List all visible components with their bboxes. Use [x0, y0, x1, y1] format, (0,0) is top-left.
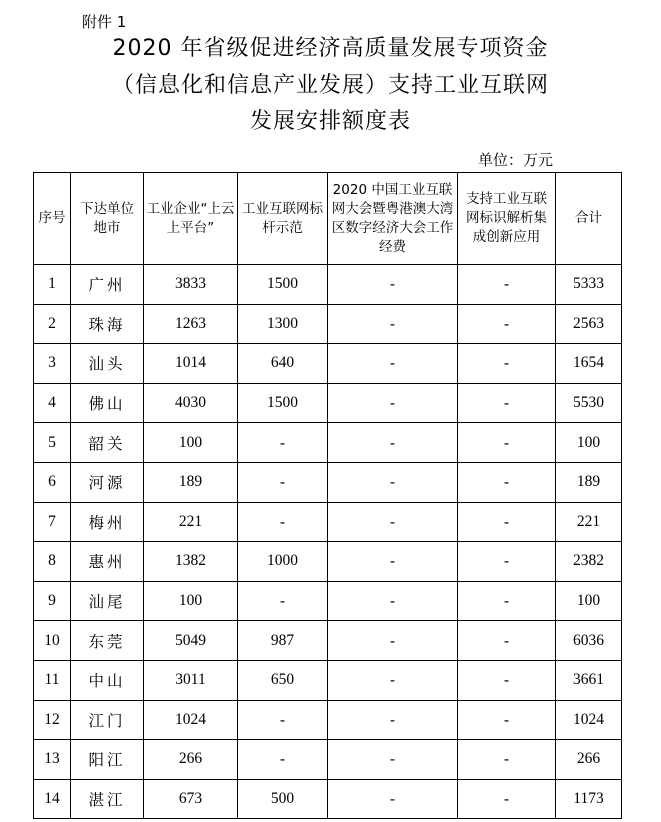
table-row: [34, 542, 622, 582]
city-name: 惠州: [71, 542, 144, 582]
table-row: [34, 265, 622, 305]
cloud-platform-amount: 1382: [144, 542, 238, 582]
benchmark-amount: 1300: [238, 304, 328, 344]
benchmark-amount: -: [238, 502, 328, 542]
row-index: 13: [34, 740, 71, 780]
row-index: 11: [34, 660, 71, 700]
conference-amount: -: [328, 383, 458, 423]
conference-amount: -: [328, 621, 458, 661]
city-name: 广州: [71, 265, 144, 305]
table-row: [34, 304, 622, 344]
identifier-amount: -: [458, 265, 556, 305]
row-index: 14: [34, 779, 71, 819]
cloud-platform-amount: 1024: [144, 700, 238, 740]
conference-amount: -: [328, 265, 458, 305]
identifier-amount: -: [458, 462, 556, 502]
benchmark-amount: -: [238, 740, 328, 780]
conference-amount: -: [328, 700, 458, 740]
conference-amount: -: [328, 502, 458, 542]
header-identifier-resolution: 支持工业互联网标识解析集成创新应用: [458, 173, 556, 265]
identifier-amount: -: [458, 423, 556, 463]
cloud-platform-amount: 3833: [144, 265, 238, 305]
conference-amount: -: [328, 304, 458, 344]
table-row: [34, 423, 622, 463]
conference-amount: -: [328, 660, 458, 700]
cloud-platform-amount: 266: [144, 740, 238, 780]
row-index: 8: [34, 542, 71, 582]
identifier-amount: -: [458, 779, 556, 819]
city-name: 佛山: [71, 383, 144, 423]
conference-amount: -: [328, 423, 458, 463]
cloud-platform-amount: 5049: [144, 621, 238, 661]
header-index: 序号: [34, 173, 71, 265]
header-cloud-platform: 工业企业“上云上平台”: [144, 173, 238, 265]
table-row: [34, 621, 622, 661]
table-header-row: [34, 173, 622, 265]
city-name: 湛江: [71, 779, 144, 819]
total-amount: 2382: [556, 542, 622, 582]
total-amount: 2563: [556, 304, 622, 344]
total-amount: 6036: [556, 621, 622, 661]
city-name: 中山: [71, 660, 144, 700]
conference-amount: -: [328, 740, 458, 780]
benchmark-amount: 650: [238, 660, 328, 700]
city-name: 汕尾: [71, 581, 144, 621]
row-index: 4: [34, 383, 71, 423]
city-name: 东莞: [71, 621, 144, 661]
total-amount: 1654: [556, 344, 622, 384]
total-amount: 100: [556, 581, 622, 621]
total-amount: 266: [556, 740, 622, 780]
benchmark-amount: -: [238, 423, 328, 463]
city-name: 江门: [71, 700, 144, 740]
city-name: 阳江: [71, 740, 144, 780]
cloud-platform-amount: 100: [144, 423, 238, 463]
cloud-platform-amount: 221: [144, 502, 238, 542]
identifier-amount: -: [458, 700, 556, 740]
row-index: 7: [34, 502, 71, 542]
header-benchmark-demo: 工业互联网标杆示范: [238, 173, 328, 265]
cloud-platform-amount: 189: [144, 462, 238, 502]
conference-amount: -: [328, 581, 458, 621]
row-index: 5: [34, 423, 71, 463]
total-amount: 1024: [556, 700, 622, 740]
cloud-platform-amount: 1014: [144, 344, 238, 384]
benchmark-amount: -: [238, 581, 328, 621]
total-amount: 221: [556, 502, 622, 542]
benchmark-amount: 1000: [238, 542, 328, 582]
cloud-platform-amount: 1263: [144, 304, 238, 344]
conference-amount: -: [328, 344, 458, 384]
doc-title-line-3: 发展安排额度表: [249, 109, 411, 134]
identifier-amount: -: [458, 344, 556, 384]
row-index: 2: [34, 304, 71, 344]
benchmark-amount: 500: [238, 779, 328, 819]
header-total: 合计: [556, 173, 622, 265]
total-amount: 3661: [556, 660, 622, 700]
table-row: [34, 700, 622, 740]
table-row: [34, 581, 622, 621]
city-name: 梅州: [71, 502, 144, 542]
total-amount: 189: [556, 462, 622, 502]
identifier-amount: -: [458, 581, 556, 621]
benchmark-amount: 1500: [238, 265, 328, 305]
row-index: 3: [34, 344, 71, 384]
allocation-table: [33, 172, 622, 819]
total-amount: 5530: [556, 383, 622, 423]
row-index: 10: [34, 621, 71, 661]
benchmark-amount: -: [238, 700, 328, 740]
benchmark-amount: -: [238, 462, 328, 502]
header-conference-funds: 2020 中国工业互联网大会暨粤港澳大湾区数字经济大会工作经费: [328, 173, 458, 265]
table-row: [34, 779, 622, 819]
cloud-platform-amount: 4030: [144, 383, 238, 423]
city-name: 珠海: [71, 304, 144, 344]
conference-amount: -: [328, 542, 458, 582]
cloud-platform-amount: 3011: [144, 660, 238, 700]
city-name: 韶关: [71, 423, 144, 463]
city-name: 汕头: [71, 344, 144, 384]
identifier-amount: -: [458, 621, 556, 661]
header-city: 下达单位地市: [71, 173, 144, 265]
city-name: 河源: [71, 462, 144, 502]
unit-label: 单位：万元: [478, 151, 554, 169]
cloud-platform-amount: 100: [144, 581, 238, 621]
conference-amount: -: [328, 462, 458, 502]
identifier-amount: -: [458, 304, 556, 344]
table-row: [34, 660, 622, 700]
total-amount: 5333: [556, 265, 622, 305]
cloud-platform-amount: 673: [144, 779, 238, 819]
table-row: [34, 383, 622, 423]
row-index: 1: [34, 265, 71, 305]
identifier-amount: -: [458, 660, 556, 700]
benchmark-amount: 1500: [238, 383, 328, 423]
table-row: [34, 462, 622, 502]
table-row: [34, 740, 622, 780]
doc-title-line-2: （信息化和信息产业发展）支持工业互联网: [111, 73, 549, 98]
row-index: 9: [34, 581, 71, 621]
table-row: [34, 344, 622, 384]
table-row: [34, 502, 622, 542]
row-index: 6: [34, 462, 71, 502]
conference-amount: -: [328, 779, 458, 819]
attachment-label: 附件 1: [82, 13, 127, 31]
total-amount: 100: [556, 423, 622, 463]
identifier-amount: -: [458, 502, 556, 542]
identifier-amount: -: [458, 740, 556, 780]
benchmark-amount: 987: [238, 621, 328, 661]
row-index: 12: [34, 700, 71, 740]
benchmark-amount: 640: [238, 344, 328, 384]
total-amount: 1173: [556, 779, 622, 819]
identifier-amount: -: [458, 542, 556, 582]
doc-title-line-1: 2020 年省级促进经济高质量发展专项资金: [112, 36, 549, 61]
identifier-amount: -: [458, 383, 556, 423]
